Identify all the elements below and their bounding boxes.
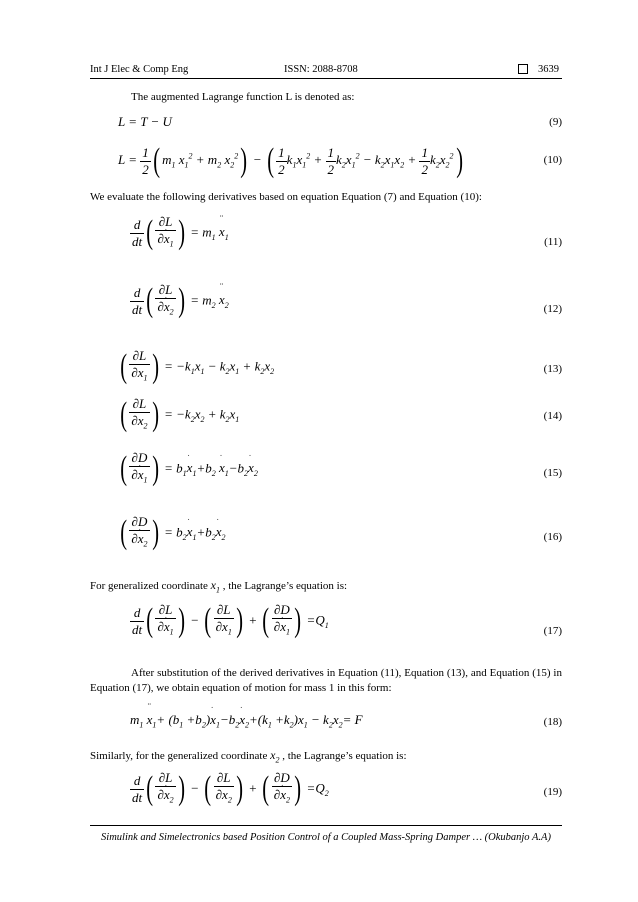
equation-17: $\frac{d}{dt}$ ( $\frac{\partial L}{\partial\cdot x_1}$ ) − ( $\frac{\partial L}{\partial x_1}$ ) + ( $\frac{\partial D}{\partial\cdot x_1}$ ) $=Q_1$ [130, 602, 329, 641]
equation-number-19: (19) [543, 786, 562, 798]
equation-10: L = $\frac{1}{2}$ ( $m_1$ $x_1^2 + m_2$ $x_2^2$) − ( $\frac{1}{2}$ $k_1x_1^2$ + $\frac{1}{2}$ $k_2x_1^2 - k_2x_1x_2$ + $\frac{1}{2}$ $k_2x_2^2$) [118, 142, 463, 179]
paragraph-2: We evaluate the following derivatives based on equation Equation (7) and Equation (10): [90, 191, 482, 203]
equation-number-17: (17) [543, 625, 562, 637]
page-number: 3639 [538, 64, 559, 75]
paragraph-4: After substitution of the derived derivatives in Equation (11), Equation (13), and Equation (15) in Equation (17), we obtain equation of motion for mass 1 in this form: [90, 667, 562, 694]
equation-number-11: (11) [544, 236, 562, 248]
equation-13: ( $\frac{\partial L}{\partial x_1}$ ) = $-k_1x_1 - k_2x_1 + k_2x_2$ [120, 348, 275, 386]
paragraph-1: The augmented Lagrange function L is denoted as: [131, 91, 355, 103]
footer-rule [90, 825, 562, 826]
equation-number-13: (13) [543, 363, 562, 375]
equation-12: $\frac{d}{dt}$ ( $\frac{\partial L}{\partial\cdot x_2}$ ) = $m_2$ ¨ $x_2$ [130, 282, 229, 321]
footer-text: Simulink and Simelectronics based Position Control of a Coupled Mass-Spring Damper … (Okubanjo A.A) [101, 832, 551, 843]
journal-name: Int J Elec & Comp Eng [90, 64, 189, 75]
paragraph-3: For generalized coordinate $x_1$ , the Lagrange’s equation is: [90, 578, 348, 595]
equation-number-10: (10) [543, 154, 562, 166]
equation-19: $\frac{d}{dt}$ ( $\frac{\partial L}{\partial\cdot x_2}$ ) − ( $\frac{\partial L}{\partial x_2}$ ) + ( $\frac{\partial D}{\partial\cdot x_2}$ ) $=Q_2$ [130, 770, 329, 809]
equation-number-12: (12) [543, 303, 562, 315]
paragraph-5: Similarly, for the generalized coordinate $x_2$ , the Lagrange’s equation is: [90, 748, 407, 765]
equation-number-14: (14) [543, 410, 562, 422]
equation-9: L = T − U [118, 114, 172, 129]
equation-18: $m_1$ ¨ $x_1+ (b_1 +b_2)\cdot x_1-b_2\cdot x_2+(k_1 +k_2)x_1 - k_2x_2= F$ [130, 712, 363, 730]
equation-number-18: (18) [543, 716, 562, 728]
header-rule [90, 78, 562, 79]
equation-16: ( $\frac{\partial D}{\partial\cdot x_2}$ ) = $b_2\cdot x_1+b_2\cdot x_2$ [118, 514, 226, 553]
equation-11: $\frac{d}{dt}$ ( $\frac{\partial L}{\partial\cdot x_1}$ ) = $m_1$ ¨ $x_1$ [130, 214, 229, 253]
equation-number-16: (16) [543, 531, 562, 543]
equation-14: ( $\frac{\partial L}{\partial x_2}$ ) = $-k_2x_2 + k_2x_1$ [120, 396, 240, 434]
equation-15: ( $\frac{\partial D}{\partial\cdot x_1}$ ) = $b_1\cdot x_1+b_2 \cdot x_1-b_2\cdot x_2$ [118, 450, 258, 489]
equation-number-15: (15) [543, 467, 562, 479]
equation-number-9: (9) [549, 116, 562, 128]
checkbox-icon [518, 64, 532, 76]
issn: ISSN: 2088-8708 [284, 64, 358, 75]
